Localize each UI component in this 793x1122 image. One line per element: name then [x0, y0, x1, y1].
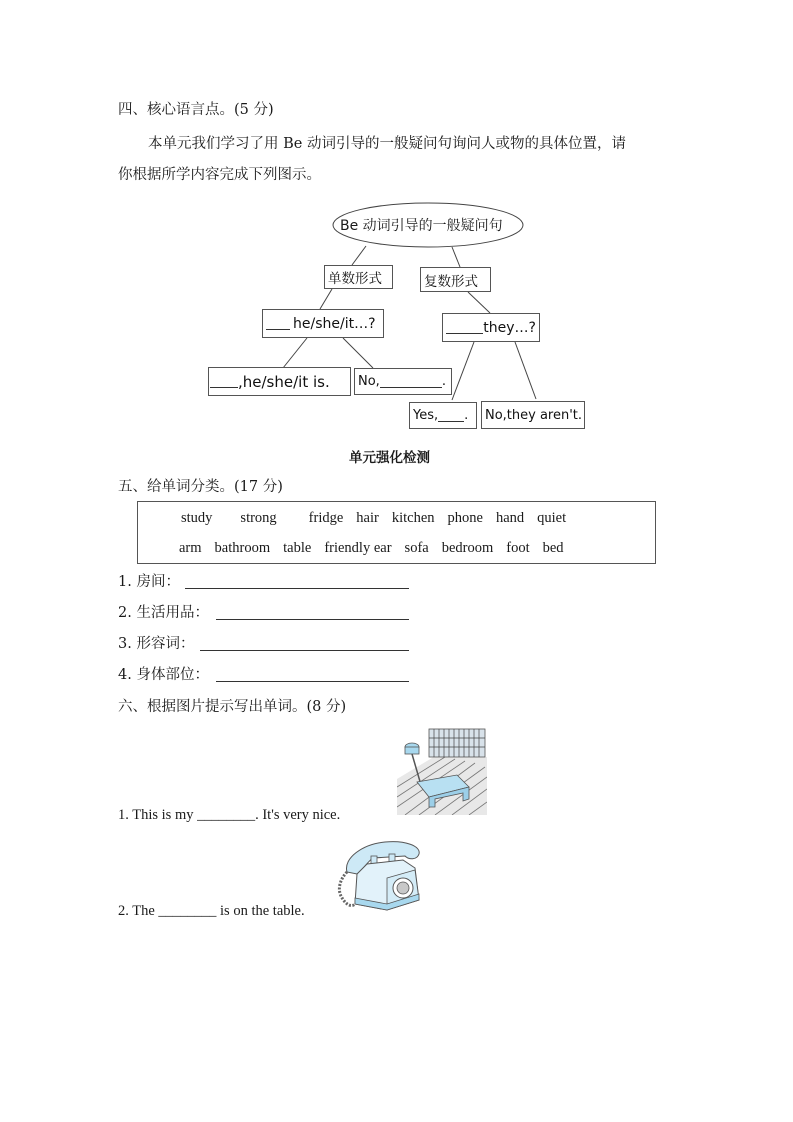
category-household-answer-line[interactable] — [216, 619, 409, 620]
plural-question-text: they…? — [483, 319, 536, 336]
diagram-root-label: Be 动词引导的一般疑问句 — [340, 218, 503, 234]
category-rooms-label: 1. 房间： — [118, 574, 180, 590]
singular-question-box — [262, 309, 384, 338]
category-household-label: 2. 生活用品： — [118, 605, 209, 621]
word: strong — [240, 510, 277, 526]
connector-plural-yes — [452, 342, 474, 400]
category-rooms-answer-line[interactable] — [185, 588, 409, 589]
plural-question-box — [442, 313, 540, 342]
plural-question-blank[interactable] — [446, 321, 483, 334]
connector-root-singular — [352, 246, 366, 265]
unit-title: 单元强化检测 — [349, 450, 430, 466]
singular-question-text: he/she/it…? — [293, 315, 376, 332]
category-adjectives-answer-line[interactable] — [200, 650, 409, 651]
plural-form-box — [420, 267, 491, 292]
connector-plural-question — [468, 292, 490, 313]
singular-form-box — [324, 265, 393, 289]
category-adjectives-label: 3. 形容词： — [118, 636, 195, 652]
plural-no-text: No,they aren't. — [485, 407, 583, 423]
connector-root-plural — [452, 247, 460, 267]
word: phone — [447, 510, 483, 526]
plural-yes-box: Yes, . — [409, 402, 477, 429]
word: hand — [495, 510, 525, 526]
word: sofa — [404, 540, 429, 556]
word: arm — [179, 540, 202, 556]
connector-plural-no — [515, 342, 536, 399]
word: friendly ear — [324, 540, 392, 556]
word: kitchen — [391, 510, 435, 526]
singular-yes-text: ,he/she/it is. — [238, 372, 330, 391]
picture-question-2: 2. The ________ is on the table. — [118, 903, 305, 919]
word: foot — [506, 540, 530, 556]
word: bedroom — [441, 540, 494, 556]
word-bank-row-1 — [181, 510, 566, 527]
plural-yes-prefix: Yes, — [413, 408, 439, 423]
word: hair — [356, 510, 379, 526]
singular-no-blank[interactable] — [380, 375, 442, 388]
category-body-parts-answer-line[interactable] — [216, 681, 409, 682]
word: fridge — [308, 510, 344, 526]
plural-no-box — [481, 401, 585, 429]
category-body-parts-label: 4. 身体部位： — [118, 667, 209, 683]
picture-question-1: 1. This is my ________. It's very nice. — [118, 807, 341, 823]
connector-singular-no — [343, 338, 373, 368]
singular-yes-box — [208, 367, 351, 396]
section4-intro-line1: 本单元我们学习了用 Be 动词引导的一般疑问句询问人或物的具体位置，请 — [148, 136, 626, 152]
singular-no-prefix: No, — [358, 374, 380, 389]
singular-form-label: 单数形式 — [328, 271, 382, 287]
singular-yes-blank[interactable] — [210, 375, 238, 388]
word: table — [283, 540, 312, 556]
section4-heading: 四、核心语言点。(5 分) — [118, 102, 274, 118]
plural-form-label: 复数形式 — [424, 273, 478, 290]
word: study — [181, 510, 213, 526]
section4-intro-line2: 你根据所学内容完成下列图示。 — [118, 167, 321, 183]
singular-no-box: No, . — [354, 368, 452, 395]
word: bathroom — [214, 540, 271, 556]
word-bank-row-2 — [179, 540, 564, 557]
word: bed — [542, 540, 564, 556]
word: quiet — [537, 510, 567, 526]
connector-singular-yes — [283, 338, 307, 368]
picture-question-2-blank[interactable]: ________ — [158, 903, 217, 919]
study-room-picture — [397, 727, 487, 815]
picture-question-1-blank[interactable]: ________ — [197, 807, 256, 823]
singular-question-blank[interactable] — [266, 317, 290, 330]
connector-singular-question — [320, 289, 332, 309]
word-bank-box — [137, 501, 656, 564]
plural-yes-blank[interactable] — [438, 409, 464, 422]
section6-heading: 六、根据图片提示写出单词。(8 分) — [118, 699, 347, 715]
telephone-picture — [333, 838, 425, 916]
section5-heading: 五、给单词分类。(17 分) — [118, 479, 283, 495]
